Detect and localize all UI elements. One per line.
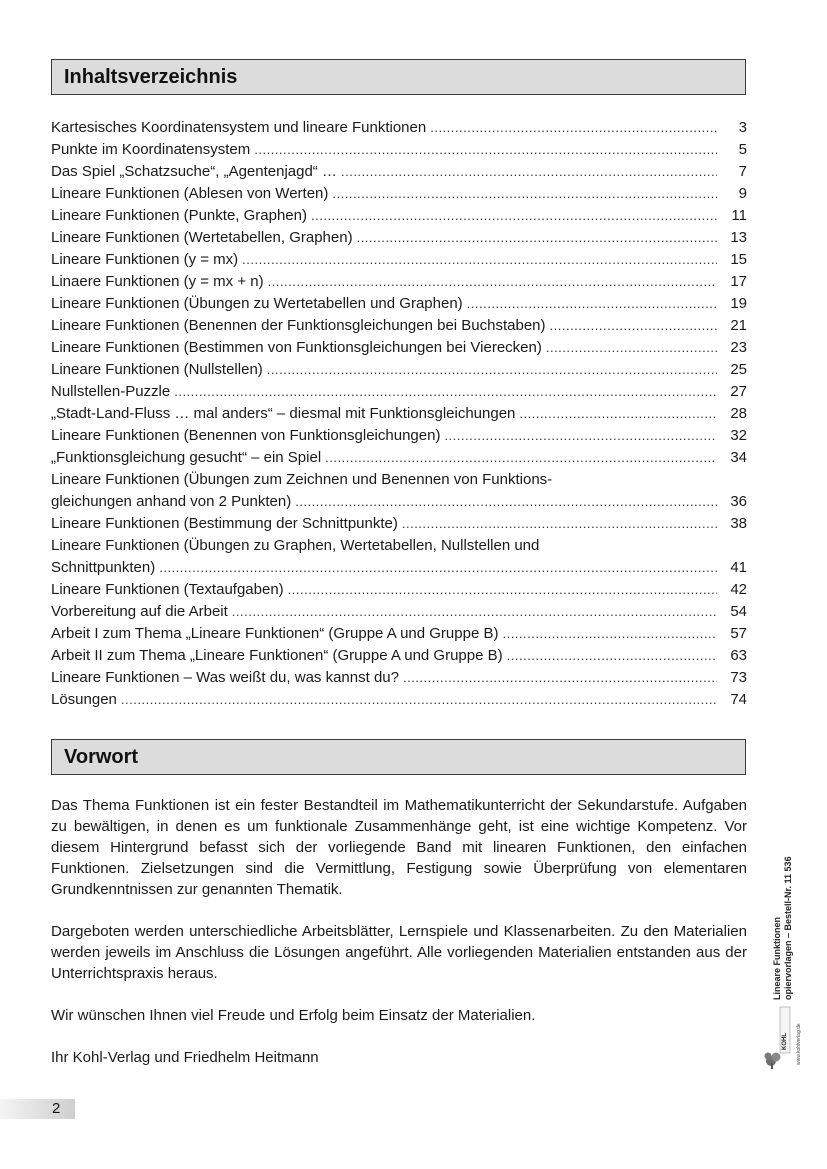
toc-entry-page: 38: [730, 515, 747, 532]
toc-leader-dots: [325, 447, 717, 469]
toc-entry-page: 19: [730, 295, 747, 312]
toc-entry-title: Lineare Funktionen (Nullstellen): [51, 361, 263, 378]
toc-leader-dots: [267, 359, 717, 381]
toc-entry: [51, 337, 747, 359]
toc-entry: [51, 117, 747, 139]
toc-leader-dots: [232, 601, 717, 623]
toc-entry: [51, 249, 747, 271]
toc-entry-title: Lineare Funktionen (Bestimmen von Funktionsgleichungen bei Vierecken): [51, 339, 542, 356]
toc-entry: [51, 579, 747, 601]
toc-entry: [51, 689, 747, 711]
tree-logo-icon: [762, 1005, 812, 1071]
toc-entry-title: Lineare Funktionen (Textaufgaben): [51, 581, 284, 598]
toc-entry-title: Schnittpunkten): [51, 559, 156, 576]
toc-leader-dots: [444, 425, 717, 447]
toc-entry-title: Lineare Funktionen (y = mx): [51, 251, 239, 268]
toc-entry: [51, 447, 747, 469]
svg-text:KOHL: KOHL: [782, 1033, 788, 1050]
toc-entry: [51, 271, 747, 293]
toc-entry-title: Lineare Funktionen (Übungen zu Wertetabellen und Graphen): [51, 295, 463, 312]
vorwort-paragraph: Das Thema Funktionen ist ein fester Bestandteil im Mathematikunterricht der Sekundarstufe. Aufgaben zu bewältigen, in denen es um funktionale Zusammenhänge geht, ist eine wichtige Kompetenz. Vor diesem Hintergrund befasst sich der vorliegende Band mit linearen Funktionen, den einfachen Funktionen. Zielsetzungen sind die Vermittlung, Festigung sowie Überprüfung von elementaren Grundkenntnissen zur genannten Thematik.: [51, 797, 747, 898]
toc-entry-title: Lineare Funktionen (Punkte, Graphen): [51, 207, 307, 224]
toc-entry-title: Vorbereitung auf die Arbeit: [51, 603, 228, 620]
toc-entry: [51, 645, 747, 667]
toc-leader-dots: [288, 579, 717, 601]
vorwort-body: [51, 795, 747, 1089]
toc-leader-dots: [546, 337, 717, 359]
toc-entry: [51, 205, 747, 227]
toc-entry-title: Nullstellen-Puzzle: [51, 383, 171, 400]
toc-leader-dots: [357, 227, 717, 249]
series-sidebar: [772, 843, 808, 1000]
toc-leader-dots: [430, 117, 717, 139]
toc-entry: [51, 513, 747, 535]
toc-entry: [51, 491, 747, 513]
toc-entry: [51, 557, 747, 579]
toc-entry: [51, 227, 747, 249]
toc-entry: [51, 183, 747, 205]
toc-leader-dots: [159, 557, 717, 579]
toc-entry-page: 32: [730, 427, 747, 444]
toc-leader-dots: [295, 491, 717, 513]
toc-entry-page: 36: [730, 493, 747, 510]
toc-entry-title: Lineare Funktionen (Wertetabellen, Graphen): [51, 229, 353, 246]
toc-leader-dots: [121, 689, 717, 711]
toc-entry-page: 9: [738, 185, 747, 202]
toc-entry-page: 73: [730, 669, 747, 686]
vorwort-signature: Ihr Kohl-Verlag und Friedhelm Heitmann: [51, 1049, 319, 1066]
toc-entry-page: 63: [730, 647, 747, 664]
footer-bar: [0, 1099, 75, 1119]
toc-entry-page: 7: [738, 163, 747, 180]
sidebar-title: Lineare Funktionen: [772, 916, 782, 1000]
toc-entry-page: 27: [730, 383, 747, 400]
toc-entry-page: 74: [730, 691, 747, 708]
vorwort-heading: Vorwort: [51, 739, 746, 775]
toc-entry-page: 13: [730, 229, 747, 246]
toc-entry: [51, 403, 747, 425]
table-of-contents: [51, 117, 747, 711]
toc-entry-page: 57: [730, 625, 747, 642]
toc-entry-title: Kartesisches Koordinatensystem und lineare Funktionen: [51, 119, 427, 136]
vorwort-paragraph: Dargeboten werden unterschiedliche Arbeitsblätter, Lernspiele und Klassenarbeiten. Zu den Materialien werden jeweils im Anschluss die Lösungen angeführt. Alle vorliegenden Materialien entstanden aus der Unterrichtspraxis heraus.: [51, 923, 747, 982]
toc-entry: [51, 293, 747, 315]
toc-entry-page: 17: [730, 273, 747, 290]
toc-entry-title: Das Spiel „Schatzsuche“, „Agentenjagd“ …: [51, 163, 337, 180]
toc-entry: [51, 623, 747, 645]
toc-entry-page: 15: [730, 251, 747, 268]
publisher-logo: [762, 1005, 812, 1071]
sidebar-text: [772, 843, 794, 1000]
toc-entry-title: Lineare Funktionen – Was weißt du, was kannst du?: [51, 669, 399, 686]
toc-entry-page: 23: [730, 339, 747, 356]
toc-entry: [51, 315, 747, 337]
toc-entry: [51, 425, 747, 447]
toc-leader-dots: [254, 139, 717, 161]
toc-entry-title: Lineare Funktionen (Bestimmung der Schnittpunkte): [51, 515, 398, 532]
toc-entry: [51, 601, 747, 623]
toc-entry-page: 11: [731, 207, 747, 224]
toc-entry: [51, 359, 747, 381]
toc-entry-title: Punkte im Koordinatensystem: [51, 141, 251, 158]
toc-entry: [51, 161, 747, 183]
svg-text:www.kohlverlag.de: www.kohlverlag.de: [796, 1023, 802, 1065]
toc-entry: [51, 139, 747, 161]
toc-leader-dots: [311, 205, 717, 227]
toc-entry-page: 28: [730, 405, 747, 422]
toc-entry-page: 25: [730, 361, 747, 378]
toc-leader-dots: [242, 249, 717, 271]
toc-entry-title: gleichungen anhand von 2 Punkten): [51, 493, 292, 510]
toc-leader-dots: [550, 315, 717, 337]
sidebar-order-number: opiervorlagen – Bestell-Nr. 11 536: [783, 856, 793, 1000]
toc-entry-title: „Stadt-Land-Fluss … mal anders“ – diesmal mit Funktionsgleichungen: [51, 405, 516, 422]
toc-leader-dots: [268, 271, 717, 293]
toc-leader-dots: [507, 645, 717, 667]
page-number: 2: [52, 1100, 61, 1117]
toc-entry-line: Lineare Funktionen (Übungen zum Zeichnen und Benennen von Funktions-: [51, 471, 553, 488]
toc-entry-title: Lineare Funktionen (Benennen der Funktionsgleichungen bei Buchstaben): [51, 317, 546, 334]
toc-entry-title: Arbeit I zum Thema „Lineare Funktionen“ (Gruppe A und Gruppe B): [51, 625, 499, 642]
toc-entry-line: Lineare Funktionen (Übungen zu Graphen, Wertetabellen, Nullstellen und: [51, 537, 540, 554]
toc-heading: Inhaltsverzeichnis: [51, 59, 746, 95]
toc-leader-dots: [519, 403, 717, 425]
toc-entry-title: Lösungen: [51, 691, 117, 708]
toc-entry-title: Lineare Funktionen (Benennen von Funktionsgleichungen): [51, 427, 441, 444]
toc-entry-title: Lineare Funktionen (Ablesen von Werten): [51, 185, 329, 202]
toc-leader-dots: [174, 381, 717, 403]
toc-leader-dots: [502, 623, 717, 645]
toc-entry-title: Linaere Funktionen (y = mx + n): [51, 273, 264, 290]
toc-entry-page: 34: [730, 449, 747, 466]
toc-entry-page: 54: [730, 603, 747, 620]
toc-leader-dots: [341, 161, 717, 183]
toc-entry-title: Arbeit II zum Thema „Lineare Funktionen“ (Gruppe A und Gruppe B): [51, 647, 503, 664]
toc-leader-dots: [403, 667, 717, 689]
toc-leader-dots: [467, 293, 717, 315]
toc-entry-page: 21: [730, 317, 747, 334]
toc-entry-page: 41: [730, 559, 747, 576]
toc-entry-page: 3: [738, 119, 747, 136]
vorwort-paragraph: Wir wünschen Ihnen viel Freude und Erfolg beim Einsatz der Materialien.: [51, 1007, 536, 1024]
toc-entry-page: 5: [738, 141, 747, 158]
toc-entry: [51, 381, 747, 403]
toc-entry-title: „Funktionsgleichung gesucht“ – ein Spiel: [51, 449, 322, 466]
toc-entry: [51, 667, 747, 689]
toc-leader-dots: [332, 183, 717, 205]
toc-leader-dots: [402, 513, 717, 535]
toc-entry-page: 42: [730, 581, 747, 598]
